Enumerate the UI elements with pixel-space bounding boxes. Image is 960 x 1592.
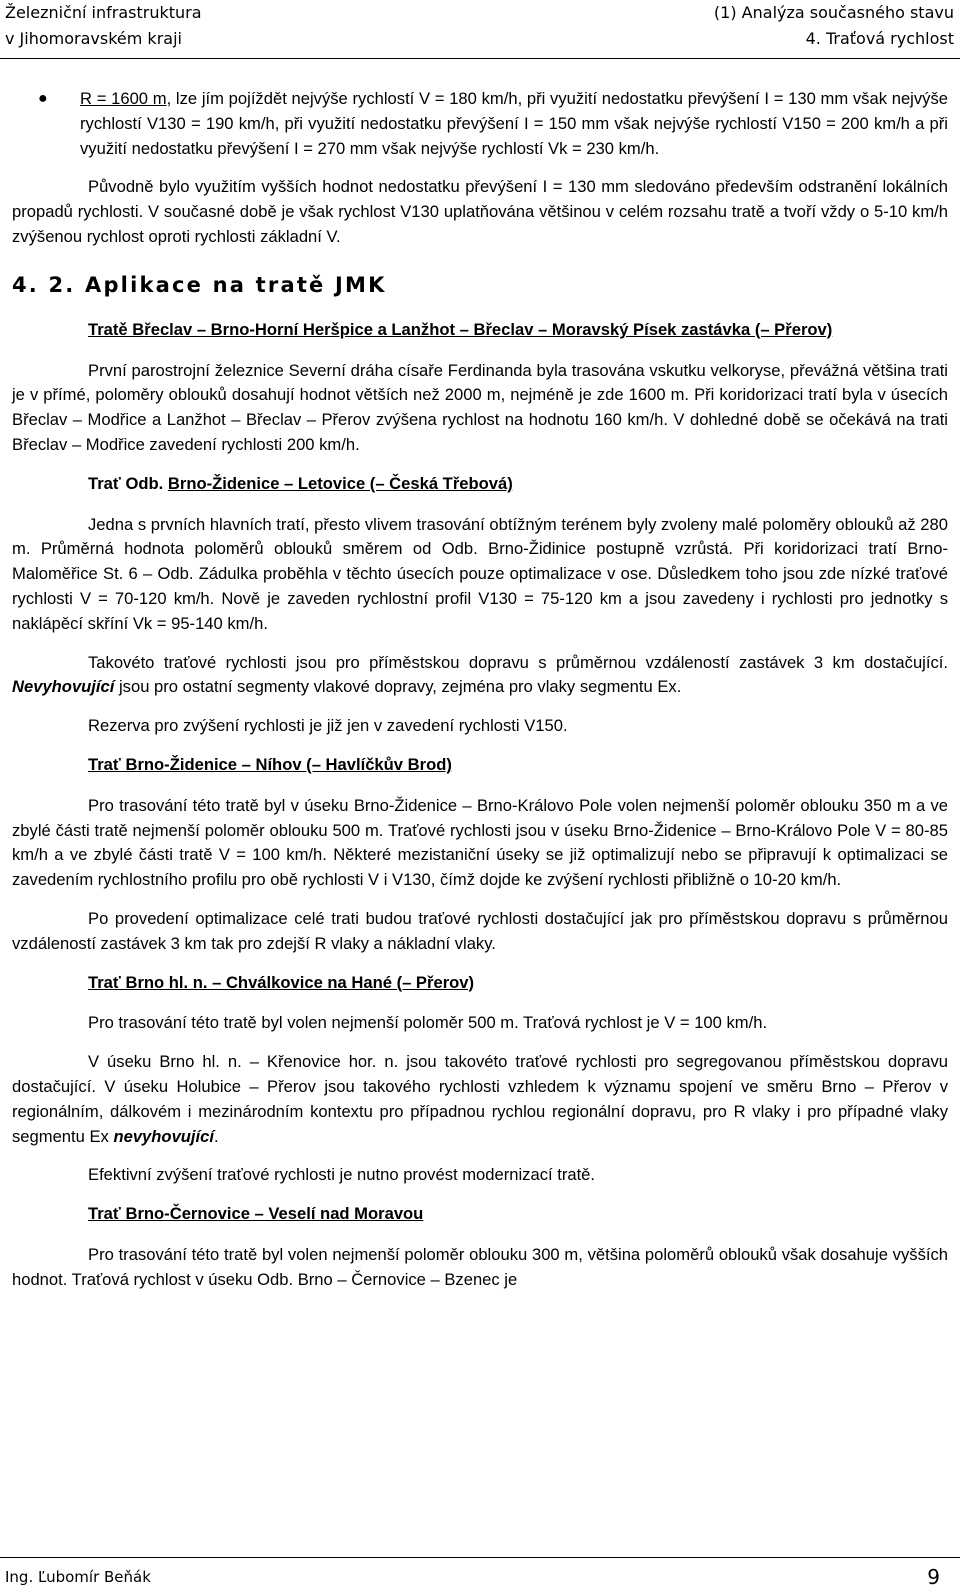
paragraph: Rezerva pro zvýšení rychlosti je již jen v zavedení rychlosti V150. [88,716,568,736]
footer-author: Ing. Ľubomír Beňák [5,1568,151,1586]
paragraph-text: . [214,1126,219,1146]
subsection-heading-route: Brno-Židenice – Letovice (– Česká Třebová) [167,473,513,493]
document-body [12,87,948,1306]
paragraph-text: V úseku Brno hl. n. – Křenovice hor. n. jsou takovéto traťové rychlosti pro segregovanou příměstskou dopravu dostačující. V úseku Holubice – Přerov jsou takového rychlosti vzhledem k významu spojení ve směru Brno – Přerov v regionálním, dálkovém i mezinárodním kontextu pro případnou rychlou regionální dopravu, pro R vlaky i pro případné vlaky segmentu Ex [12,1052,948,1146]
bullet-text: , lze jím pojíždět nejvýše rychlostí V = 180 km/h, při využití nedostatku převýšení I = 130 mm však nejvýše rychlostí V130 = 190 km/h, při využití nedostatku převýšení I = 150 mm však nejvýše rychlostí V150 = 200 km/h a při využití nedostatku převýšení I = 270 mm však nejvýše rychlostí Vk = 230 km/h. [80,89,948,158]
paragraph: První parostrojní železnice Severní dráha císaře Ferdinanda byla trasována vskutku velkoryse, převážná většina trati je v přímé, poloměry oblouků dosahují hodnot větších než 2000 m, nejméně je zde 1600 m. Při koridorizaci tratí byla v úsecích Břeclav – Modřice a Lanžhot – Břeclav – Přerov zvýšena rychlost na hodnotu 160 km/h. V dohledné době se očekává na trati Břeclav – Modřice zavedení rychlosti 200 km/h. [12,360,948,454]
section-heading: 4. 2. Aplikace na tratě JMK [12,272,387,297]
bullet-item [12,87,948,161]
paragraph: Původně bylo využitím vyšších hodnot nedostatku převýšení I = 130 mm sledováno především odstranění lokálních propadů rychlosti. V současné době je však rychlost V130 uplatňována většinou v celém rozsahu tratě a tvoří vždy o 5-10 km/h zvýšenou rychlost oproti rychlosti základní V. [12,177,948,246]
subsection-heading [12,472,948,497]
page-number: 9 [927,1565,940,1589]
subsection-heading: Trať Brno hl. n. – Chválkovice na Hané (– Přerov) [88,972,475,992]
header-right [714,0,954,52]
paragraph-text: jsou pro ostatní segmenty vlakové dopravy, zejména pro vlaky segmentu Ex. [114,677,682,697]
subsection-heading: Trať Brno-Černovice – Veselí nad Moravou [88,1204,424,1224]
paragraph: Pro trasování této tratě byl volen nejmenší poloměr 500 m. Traťová rychlost je V = 100 km/h. [88,1013,768,1033]
paragraph-text: Takovéto traťové rychlosti jsou pro příměstskou dopravu s průměrnou vzdáleností zastávek 3 km dostačující. [88,652,948,672]
footer-divider [0,1557,960,1558]
paragraph: Pro trasování této tratě byl volen nejmenší poloměr oblouku 300 m, většina poloměrů oblouků však dosahuje vyšších hodnot. Traťová rychlost v úseku Odb. Brno – Černovice – Bzenec je [12,1244,948,1289]
emphasis-text: nevyhovující [113,1126,214,1146]
subsection-heading-prefix: Trať Odb. [88,473,168,493]
header-section: 4. Traťová rychlost [805,29,954,48]
paragraph: Po provedení optimalizace celé trati budou traťové rychlosti dostačující jak pro příměstskou dopravu s průměrnou vzdáleností zastávek 3 km tak pro zdejší R vlaky a nákladní vlaky. [12,908,948,953]
bullet-icon: ● [38,90,48,107]
paragraph [12,651,948,701]
header-left [5,0,202,52]
header-divider [0,58,960,59]
radius-value: R = 1600 m [80,89,167,108]
header-subtitle: v Jihomoravském kraji [5,29,182,48]
paragraph: Efektivní zvýšení traťové rychlosti je nutno provést modernizací tratě. [88,1165,596,1185]
paragraph: Pro trasování této tratě byl v úseku Brno-Židenice – Brno-Královo Pole volen nejmenší poloměr oblouku 350 m a ve zbylé části tratě nejmenší poloměr oblouku 500 m. Traťové rychlosti jsou v úseku Brno-Židenice – Brno-Královo Pole V = 80-85 km/h a ve zbylé části tratě V = 100 km/h. Některé mezistaniční úseky se již optimalizují nebo se připravují k optimalizaci se zavedením rychlostního profilu pro obě rychlosti V i V130, čímž dojde ke zvýšení rychlosti přibližně o 10-20 km/h. [12,795,948,890]
paragraph: Jedna s prvních hlavních tratí, přesto vlivem trasování obtížným terénem byly zvoleny malé poloměry oblouků až 280 m. Průměrná hodnota poloměrů oblouků směrem od Odb. Brno-Židinice postupně vzrůstá. Při koridorizaci tratí Brno-Maloměřice St. 6 – Odb. Zádulka proběhla v těchto úsecích pouze optimalizace v ose. Důsledkem toho jsou zde nízké traťové rychlosti V = 70-120 km/h. Nově je zaveden rychlostní profil V130 = 75-120 km a jsou zavedeny i rychlosti pro jednotky s naklápěcí skříní Vk = 95-140 km/h. [12,514,948,633]
paragraph [12,1050,948,1149]
header-title: Železniční infrastruktura [5,3,202,22]
subsection-heading: Tratě Břeclav – Brno-Horní Heršpice a Lanžhot – Břeclav – Moravský Písek zastávka (– Přerov) [88,319,833,339]
emphasis-text: Nevyhovující [12,677,115,697]
header-chapter: (1) Analýza současného stavu [713,3,954,22]
subsection-heading: Trať Brno-Židenice – Níhov (– Havlíčkův Brod) [88,754,452,774]
